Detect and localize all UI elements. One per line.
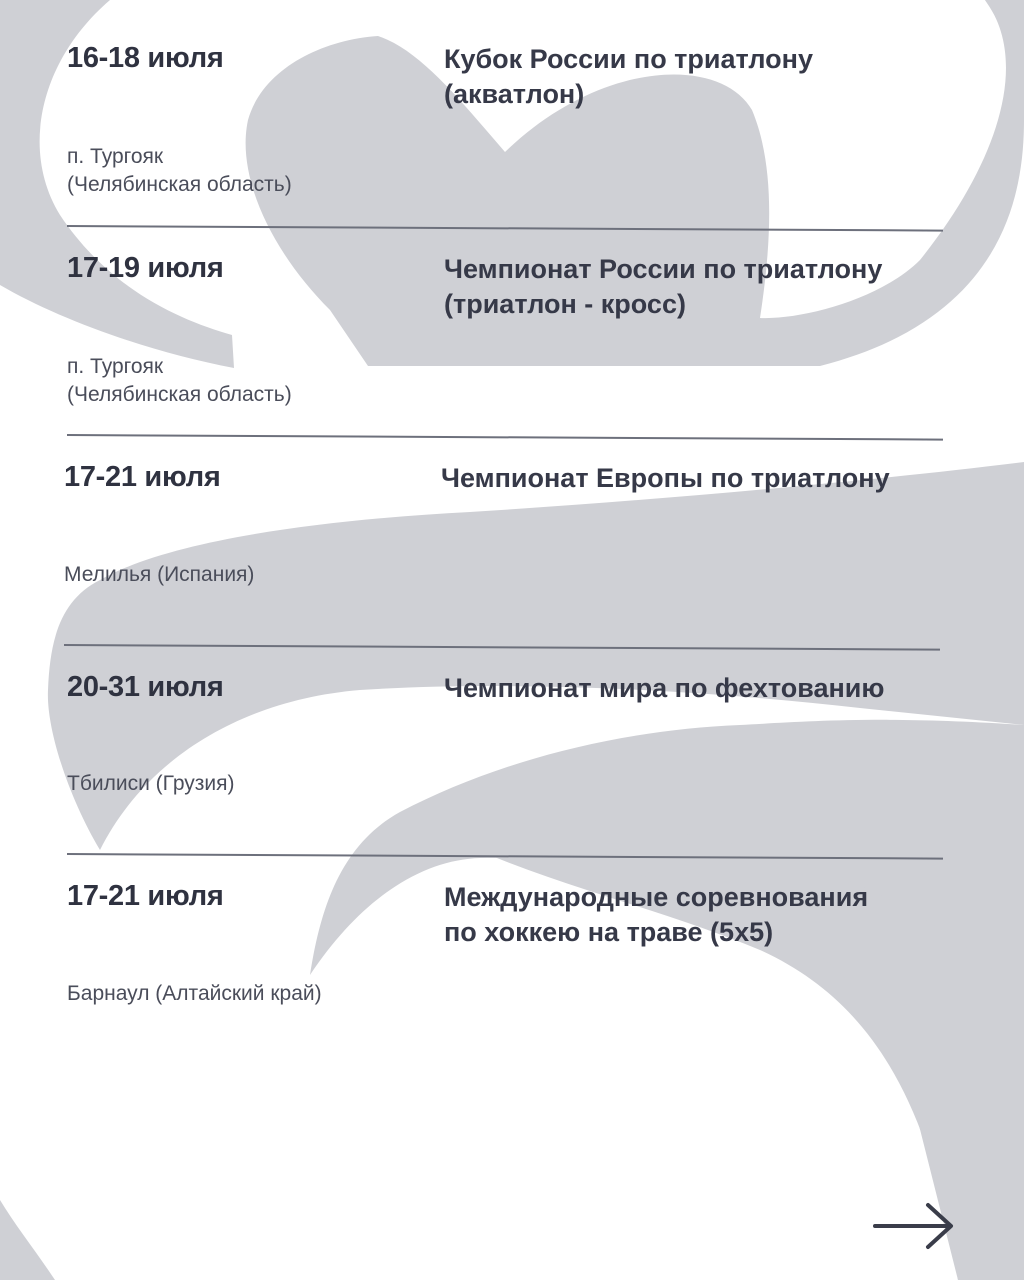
event-place: Тбилиси (Грузия) — [67, 772, 235, 795]
event-item — [0, 212, 1024, 422]
event-title: Чемпионат России по триатлону (триатлон - кросс) — [444, 254, 883, 319]
event-item — [0, 2, 1024, 212]
event-item — [0, 631, 1024, 841]
event-date: 17-19 июля — [67, 252, 224, 284]
event-title: Чемпионат Европы по триатлону — [441, 463, 890, 493]
event-title: Чемпионат мира по фехтованию — [444, 673, 885, 703]
event-title: Международные соревнования по хоккею на траве (5x5) — [444, 882, 869, 947]
event-date: 20-31 июля — [67, 671, 224, 703]
event-date: 17-21 июля — [67, 880, 224, 912]
event-title: Кубок России по триатлону (акватлон) — [444, 44, 813, 109]
event-place: Барнаул (Алтайский край) — [67, 982, 322, 1005]
event-item — [0, 421, 1024, 631]
event-place: Мелилья (Испания) — [64, 563, 255, 586]
event-date: 17-21 июля — [64, 461, 221, 493]
event-place: п. Тургояк (Челябинская область) — [67, 145, 292, 196]
event-date: 16-18 июля — [67, 42, 224, 74]
event-item — [0, 840, 1024, 1050]
arrow-right-icon[interactable] — [872, 1200, 956, 1252]
event-place: п. Тургояк (Челябинская область) — [67, 355, 292, 406]
